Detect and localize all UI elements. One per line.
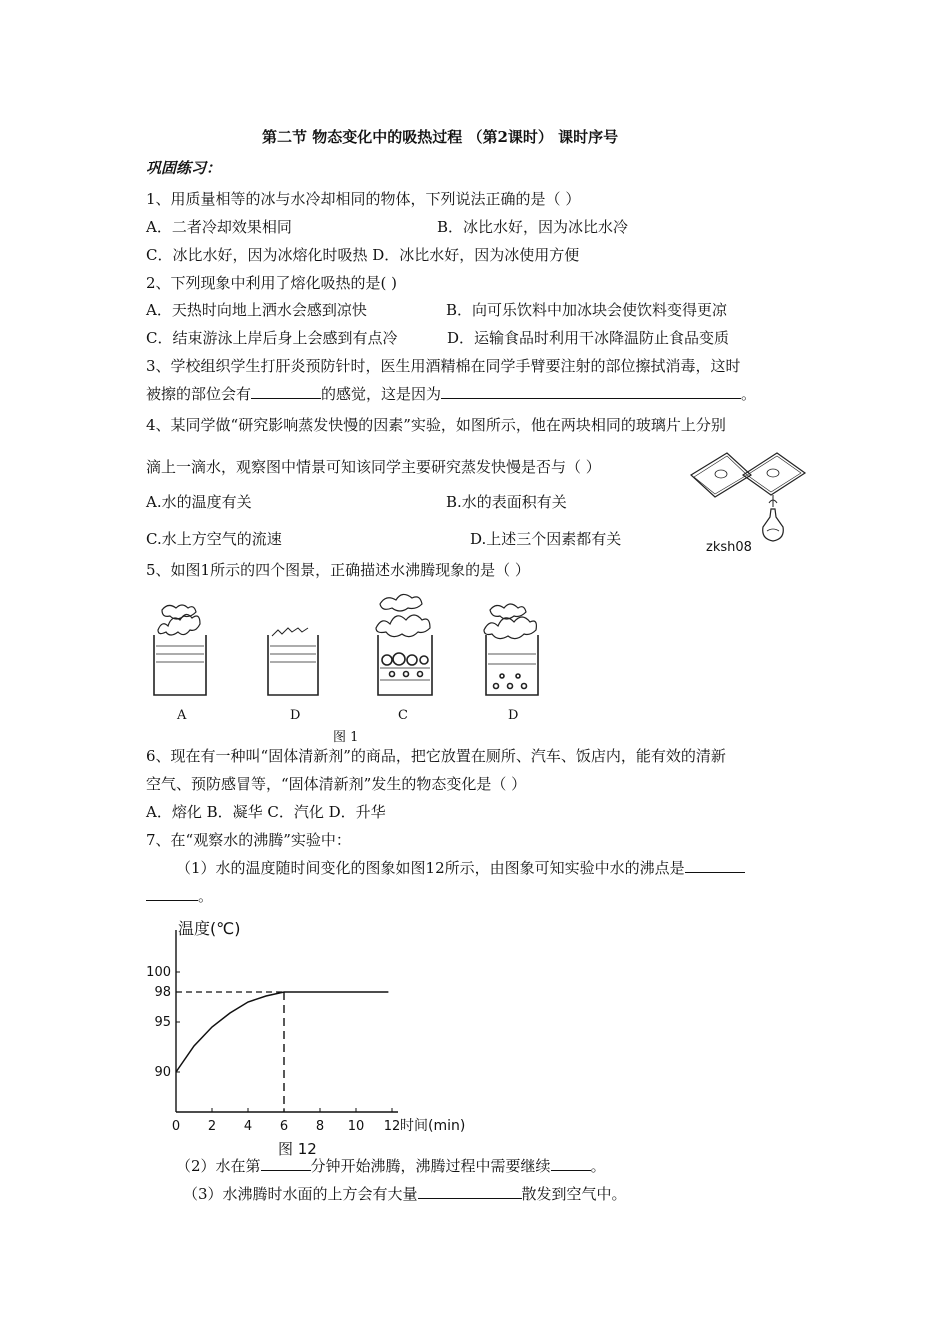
y-tick-label: 90	[154, 1065, 171, 1080]
beaker-label-3: C	[398, 708, 408, 723]
beaker-label-2: D	[290, 708, 301, 723]
q1-option-cd: C．冰比水好，因为冰熔化时吸热 D．冰比水好，因为冰使用方便	[146, 246, 580, 264]
q3-text-a: 被擦的部位会有	[146, 385, 252, 403]
q4-option-d: D.上述三个因素都有关	[470, 530, 622, 548]
series-line-1	[176, 992, 284, 1072]
q6-line2: 空气、预防感冒等，“固体清新剂”发生的物态变化是（ ）	[146, 775, 527, 793]
q7-part3	[183, 1183, 627, 1204]
q7-blank-continue[interactable]	[551, 1156, 591, 1171]
figure-1-caption: 图 1	[333, 730, 359, 745]
q2-option-b: B．向可乐饮料中加冰块会使饮料变得更凉	[446, 301, 728, 319]
q3-text-b: 的感觉，这是因为	[321, 385, 442, 403]
q4-option-a: A.水的温度有关	[146, 493, 252, 511]
q7-part2-text-a: （2）水在第	[176, 1157, 261, 1175]
q7-part1-cont	[146, 885, 213, 906]
q7-part2-text-b: 分钟开始沸腾，沸腾过程中需要继续	[310, 1157, 551, 1175]
q7-blank-vapor[interactable]	[418, 1184, 522, 1199]
x-tick-label: 6	[279, 1119, 289, 1134]
q2-option-c: C．结束游泳上岸后身上会感到有点冷	[146, 329, 398, 347]
q1-option-b: B．冰比水好，因为冰比水冷	[437, 218, 629, 236]
y-tick-label: 98	[154, 985, 171, 1000]
q1-option-a: A．二者冷却效果相同	[146, 218, 292, 236]
q7-part2	[176, 1155, 606, 1176]
q2-option-d: D．运输食品时利用干冰降温防止食品变质	[447, 329, 730, 347]
temperature-time-chart	[140, 918, 466, 1158]
q3-blank-1[interactable]	[251, 384, 321, 399]
section-heading: 巩固练习：	[146, 159, 222, 177]
q3-text-c: 。	[741, 385, 757, 403]
q7-blank-boiling-point-b[interactable]	[146, 886, 198, 901]
figure-label-zksh08: zksh08	[706, 540, 752, 555]
q3-line2	[146, 383, 756, 404]
q2-stem: 2、下列现象中利用了熔化吸热的是( )	[146, 274, 398, 292]
q2-option-a: A．天热时向地上洒水会感到凉快	[146, 301, 367, 319]
q6-options: A．熔化 B．凝华 C．汽化 D．升华	[146, 803, 386, 821]
beaker-d-2	[484, 604, 538, 695]
x-axis-label: 时间(min)	[400, 1118, 466, 1134]
x-tick-label: 12	[383, 1119, 401, 1134]
x-tick-label: 0	[171, 1119, 181, 1134]
x-tick-label: 10	[347, 1119, 365, 1134]
q3-blank-2[interactable]	[441, 384, 741, 399]
q4-option-c: C.水上方空气的流速	[146, 530, 282, 548]
beaker-c	[376, 594, 432, 695]
y-tick-label: 100	[146, 965, 171, 980]
q7-part3-text-a: （3）水沸腾时水面的上方会有大量	[183, 1185, 418, 1203]
q7-blank-minute[interactable]	[261, 1156, 311, 1171]
beaker-label-4: D	[508, 708, 519, 723]
q7-part1	[176, 857, 745, 878]
q6-line1: 6、现在有一种叫“固体清新剂”的商品，把它放置在厕所、汽车、饭店内，能有效的清新	[146, 747, 726, 765]
q7-blank-boiling-point-a[interactable]	[685, 858, 745, 873]
beaker-a	[154, 605, 206, 695]
q4-option-b: B.水的表面积有关	[446, 493, 567, 511]
figure-12-caption: 图 12	[278, 1140, 317, 1158]
q3-line1: 3、学校组织学生打肝炎预防针时，医生用酒精棉在同学手臂要注射的部位擦拭消毒，这时	[146, 357, 741, 375]
q7-part1-end: 。	[198, 887, 214, 905]
q7-part3-text-b: 散发到空气中。	[521, 1185, 627, 1203]
q1-stem: 1、用质量相等的冰与水冷却相同的物体，下列说法正确的是（ ）	[146, 190, 581, 208]
y-tick-label: 95	[154, 1015, 171, 1030]
q7-stem: 7、在“观察水的沸腾”实验中：	[146, 831, 351, 849]
q7-part1-text: （1）水的温度随时间变化的图象如图12所示，由图象可知实验中水的沸点是	[176, 859, 685, 877]
x-tick-label: 2	[207, 1119, 217, 1134]
page-title: 第二节 物态变化中的吸热过程 （第2课时） 课时序号	[262, 128, 619, 146]
x-tick-label: 4	[243, 1119, 253, 1134]
beaker-label-1: A	[177, 708, 187, 723]
q7-part2-text-c: 。	[590, 1157, 606, 1175]
y-axis-label: 温度(℃)	[178, 919, 241, 938]
x-tick-label: 8	[315, 1119, 325, 1134]
beaker-d-1	[268, 628, 318, 695]
q4-line1: 4、某同学做“研究影响蒸发快慢的因素”实验，如图所示，他在两块相同的玻璃片上分别	[146, 416, 726, 434]
q5-stem: 5、如图1所示的四个图景，正确描述水沸腾现象的是（ ）	[146, 561, 530, 579]
q4-line2: 滴上一滴水，观察图中情景可知该同学主要研究蒸发快慢是否与（ ）	[146, 458, 601, 476]
